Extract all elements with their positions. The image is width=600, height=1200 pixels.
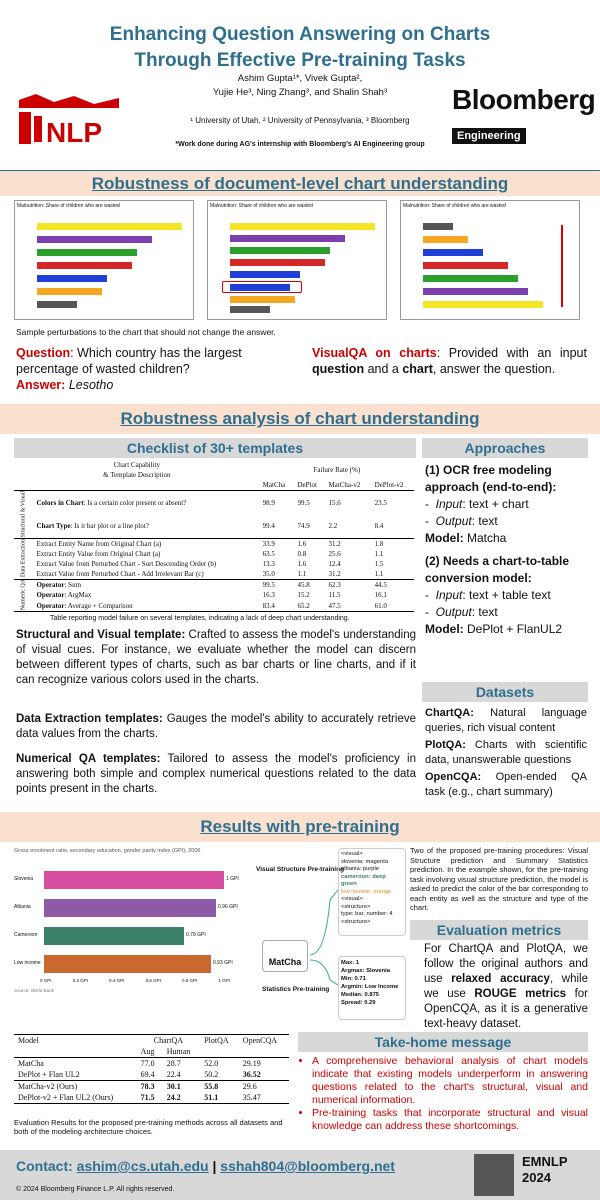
template-desc bbox=[33, 579, 259, 590]
emnlp-year: 2024 bbox=[522, 1170, 551, 1185]
vqa-bold-chart: chart bbox=[402, 362, 433, 376]
results-value: 22.4 bbox=[166, 1070, 181, 1079]
eval-relaxed: relaxed accuracy bbox=[451, 973, 550, 985]
poster-title bbox=[0, 22, 600, 74]
chart3-bar-7 bbox=[423, 301, 543, 308]
approach1-title: (1) OCR free modeling approach (end-to-end): bbox=[425, 463, 557, 494]
chart2-bar-7 bbox=[230, 306, 270, 313]
template-desc-text: : Is it bar plot or a line plot? bbox=[70, 521, 149, 530]
failure-row bbox=[14, 590, 414, 600]
statistics-label: Statistics Pre-training bbox=[262, 986, 330, 993]
chart3-bar-1 bbox=[423, 223, 453, 230]
failure-value: 1.6 bbox=[297, 539, 307, 548]
checklist-table bbox=[14, 460, 416, 612]
gpi-tick-2: 0.4 GPI bbox=[109, 978, 125, 983]
sample-chart2-title: Malnutrition: Share of children who are wasted bbox=[210, 203, 313, 209]
gpi-ticks bbox=[40, 978, 230, 983]
results-model: MatCha-v2 (Ours) bbox=[18, 1082, 78, 1091]
approach1-output: - Output: text bbox=[425, 514, 498, 528]
failure-value: 47.5 bbox=[328, 601, 341, 610]
chart2-bar-6 bbox=[230, 296, 295, 303]
sp-line-1: Argmax: Slovenia bbox=[341, 968, 390, 974]
p3-bold: Numerical QA templates: bbox=[16, 753, 161, 765]
results-table-wrap bbox=[14, 1034, 289, 1104]
results-value: 51.1 bbox=[204, 1093, 219, 1102]
paragraph-structural bbox=[16, 628, 416, 688]
work-note: *Work done during AG's internship with Bloomberg's AI Engineering group bbox=[175, 141, 425, 148]
template-desc-bold: Operator bbox=[36, 580, 65, 589]
takehome-item-1: • A comprehensive behavioral analysis of chart models indicate that existing models underperform in answering questions related to the chart's structural, visual and numerical information. bbox=[312, 1055, 588, 1107]
vs-line-2: albania: purple bbox=[341, 866, 380, 872]
datasets-heading: Datasets bbox=[422, 682, 588, 702]
failure-value: 1.6 bbox=[297, 559, 307, 568]
pretraining-description: Two of the proposed pre-training procedures: Visual Structure prediction and Summary Statistics prediction. In the example shown, for the pre-training task involving visual structure prediction, the model is asked to predict the color of the bar corresponding to each entity as well as the structure and type of the chart. bbox=[410, 846, 588, 912]
chart2-bar-1 bbox=[230, 223, 375, 230]
gpi-cat-2: Cameroon bbox=[14, 932, 38, 938]
chart3-bar-4 bbox=[423, 262, 508, 269]
results-table bbox=[14, 1034, 289, 1104]
results-model: DePlot-v2 + Flan UL2 (Ours) bbox=[18, 1093, 114, 1102]
results-subheader bbox=[14, 1046, 289, 1058]
chart3-bar-6 bbox=[423, 288, 528, 295]
col-matcha: MatCha bbox=[262, 481, 286, 489]
results-value: 52.0 bbox=[204, 1059, 219, 1068]
pretrain-connector-lines bbox=[300, 860, 340, 990]
vqa-bold-question: question bbox=[312, 362, 365, 376]
chart2-bar-2 bbox=[230, 235, 345, 242]
gpi-cat-0: Slovenia bbox=[14, 876, 34, 882]
a2-model-label: Model: bbox=[425, 622, 464, 636]
template-desc-text: : Average + Comparison bbox=[64, 601, 133, 610]
utah-nlp-logo bbox=[14, 90, 124, 150]
engineering-logo: Engineering bbox=[452, 128, 526, 144]
template-desc bbox=[33, 514, 259, 538]
results-value: 24.2 bbox=[166, 1093, 181, 1102]
failure-value: 1.1 bbox=[297, 569, 307, 578]
chart3-bar-3 bbox=[423, 249, 483, 256]
chart1-bars bbox=[15, 221, 193, 313]
a2-input: : text + table text bbox=[462, 588, 551, 602]
approach1-model bbox=[425, 530, 590, 547]
copyright: © 2024 Bloomberg Finance L.P. All rights reserved. bbox=[16, 1186, 175, 1193]
template-desc bbox=[33, 549, 259, 559]
a1-model-label: Model: bbox=[425, 531, 464, 545]
chart2-bars bbox=[208, 221, 386, 313]
eval-rouge: ROUGE metrics bbox=[474, 988, 567, 1000]
rh-plotqa: PlotQA bbox=[204, 1036, 229, 1045]
rh-opencqa: OpenCQA bbox=[242, 1036, 278, 1045]
gpi-tick-1: 0.2 GPI bbox=[72, 978, 88, 983]
p2-bold: Data Extraction templates: bbox=[16, 713, 163, 725]
gpi-tick-4: 0.8 GPI bbox=[182, 978, 198, 983]
template-desc bbox=[33, 600, 259, 611]
emnlp-text: EMNLP bbox=[522, 1154, 568, 1169]
email-shalin[interactable]: sshah804@bloomberg.net bbox=[220, 1158, 395, 1174]
failure-value: 31.2 bbox=[328, 539, 341, 548]
vqa-label: VisualQA on charts bbox=[312, 346, 437, 360]
authors-line-1: Ashim Gupta¹*, Vivek Gupta², bbox=[237, 73, 363, 84]
chart1-bar-fiji bbox=[37, 275, 107, 282]
results-value: 30.1 bbox=[166, 1082, 181, 1091]
chart3-bars bbox=[401, 221, 579, 313]
a2-output-label: Output bbox=[435, 605, 472, 619]
failure-value: 45.8 bbox=[297, 580, 310, 589]
visual-structure-label: Visual Structure Pre-training bbox=[256, 866, 345, 873]
col-deplot: DePlot bbox=[297, 481, 317, 489]
approach1-input: - Input: text + chart bbox=[425, 497, 529, 511]
template-desc-text: Extract Entity Name from Original Chart (a) bbox=[36, 539, 162, 548]
template-desc-text: Extract Entity Value from Original Chart (a) bbox=[36, 549, 161, 558]
sample-chart-original bbox=[14, 200, 194, 320]
gpi-bar-low-income bbox=[44, 955, 211, 973]
failure-row bbox=[14, 559, 414, 569]
approach2-input: - Input: text + table text bbox=[425, 588, 551, 602]
sp-line-2: Min: 0.71 bbox=[341, 976, 366, 982]
email-ashim[interactable]: ashim@cs.utah.edu bbox=[76, 1158, 209, 1174]
table-col-row bbox=[14, 480, 414, 491]
chart2-bar-4 bbox=[230, 259, 325, 266]
chart1-bar-kenya bbox=[37, 288, 102, 295]
sample-chart-perturbed-sorted bbox=[400, 200, 580, 320]
vqa-text-1: : Provided with an input bbox=[436, 346, 587, 360]
gpi-val-2: 0.78 GPI bbox=[186, 932, 206, 938]
failure-value: 16.1 bbox=[374, 591, 387, 600]
approaches-heading: Approaches bbox=[422, 438, 588, 458]
group-label: Structural & Visual bbox=[20, 491, 27, 538]
vs-line-5: <visual> bbox=[341, 896, 363, 902]
sample-caption: Sample perturbations to the chart that should not change the answer. bbox=[16, 327, 276, 337]
rh-aug: Aug bbox=[140, 1047, 155, 1056]
vs-line-7: type: bar, number: 4 bbox=[341, 911, 393, 917]
chart2-bar-5 bbox=[230, 271, 300, 278]
results-value: 50.2 bbox=[204, 1070, 219, 1079]
failure-row bbox=[14, 549, 414, 559]
visual-structure-box bbox=[338, 848, 406, 936]
template-desc bbox=[33, 538, 259, 549]
failure-value: 63.5 bbox=[262, 549, 275, 558]
question-label: Question bbox=[16, 346, 71, 360]
gpi-cat-1: Albania bbox=[14, 904, 31, 910]
a1-output-label: Output bbox=[435, 514, 472, 528]
failure-row bbox=[14, 538, 414, 549]
gpi-val-1: 0.96 GPI bbox=[218, 904, 238, 910]
hdr-capability bbox=[14, 460, 260, 480]
dataset-plotqa bbox=[425, 738, 587, 767]
statistics-box bbox=[338, 956, 406, 1020]
eval-text-1: For ChartQA and PlotQA, we follow the original authors and use bbox=[424, 943, 588, 985]
question-block bbox=[16, 345, 306, 393]
footer bbox=[0, 1150, 600, 1200]
rh-human: Human bbox=[166, 1047, 191, 1056]
contact-label: Contact: bbox=[16, 1158, 73, 1174]
table-caption: Table reporting model failure on several templates, indicating a lack of deep chart understanding. bbox=[50, 615, 350, 622]
sample-chart-title: Malnutrition: Share of children who are wasted bbox=[17, 203, 120, 209]
failure-value: 1.8 bbox=[374, 539, 384, 548]
results-value: 36.52 bbox=[242, 1070, 261, 1079]
template-desc bbox=[33, 590, 259, 600]
approach2-model bbox=[425, 621, 590, 638]
opencqa-desc: Open-ended QA task (e.g., chart summary) bbox=[425, 771, 587, 798]
chart2-bar-added bbox=[230, 284, 290, 291]
failure-value: 1.1 bbox=[374, 569, 384, 578]
failure-value: 99.4 bbox=[262, 521, 275, 530]
group-label: Numeric QA bbox=[20, 579, 27, 611]
takehome-list bbox=[300, 1055, 588, 1133]
chart3-bar-2 bbox=[423, 236, 468, 243]
failure-value: 65.2 bbox=[297, 601, 310, 610]
qr-code-icon bbox=[474, 1154, 514, 1196]
failure-value: 31.2 bbox=[328, 569, 341, 578]
sample-chart-perturbed-irrelevant bbox=[207, 200, 387, 320]
chart3-bar-5 bbox=[423, 275, 518, 282]
hdr-failure: Failure Rate (%) bbox=[313, 466, 361, 474]
results-value: 71.5 bbox=[140, 1093, 155, 1102]
authors-line-2: Yujie He³, Ning Zhang³, and Shalin Shah³ bbox=[212, 87, 388, 98]
gpi-source: Source: World Bank bbox=[14, 988, 54, 993]
failure-value: 99.5 bbox=[297, 498, 310, 507]
results-header bbox=[14, 1035, 289, 1047]
results-value: 29.6 bbox=[242, 1082, 257, 1091]
plotqa-desc: Charts with scientific data, unanswerable questions bbox=[425, 739, 587, 766]
gpi-val-3: 0.93 GPI bbox=[213, 960, 233, 966]
template-desc-bold: Chart Type bbox=[36, 521, 71, 530]
vs-line-1 bbox=[341, 859, 403, 867]
vs-line-4: low income: orange bbox=[341, 888, 392, 895]
gpi-chart bbox=[14, 848, 244, 1028]
chart1-bar-nigeria bbox=[37, 236, 152, 243]
vqa-text-2: and a bbox=[364, 362, 403, 376]
results-value: 69.4 bbox=[140, 1070, 155, 1079]
failure-value: 62.3 bbox=[328, 580, 341, 589]
template-desc-text: Extract Value from Perturbed Chart - Sort Descending Order (b) bbox=[36, 559, 217, 568]
contact-line bbox=[16, 1158, 395, 1174]
template-desc-text: : Sum bbox=[64, 580, 82, 589]
paragraph-extraction bbox=[16, 712, 416, 742]
results-value: 55.8 bbox=[204, 1082, 219, 1091]
eval-text-2: , while we use bbox=[424, 973, 588, 1000]
gpi-cat-3: Low income bbox=[14, 960, 41, 966]
takehome-item-2: • Pre-training tasks that incorporate structural and visual knowledge can address these shortcomings. bbox=[312, 1107, 588, 1133]
gpi-val-0: 1 GPI bbox=[226, 876, 239, 882]
template-desc-bold: Colors in Chart bbox=[36, 498, 84, 507]
failure-row bbox=[14, 579, 414, 590]
vs-line-8: <structure> bbox=[341, 918, 371, 925]
a2-model: DePlot + FlanUL2 bbox=[463, 622, 563, 636]
contact-sep: | bbox=[212, 1158, 217, 1174]
approach2-title: (2) Needs a chart-to-table conversion model: bbox=[425, 554, 570, 585]
sp-line-0: Max: 1 bbox=[341, 960, 360, 966]
gpi-bar-albania bbox=[44, 899, 216, 917]
chart2-bar-3 bbox=[230, 247, 330, 254]
a1-input-label: Input bbox=[435, 497, 463, 511]
results-row bbox=[14, 1069, 289, 1081]
failure-table bbox=[14, 460, 414, 612]
results-model: DePlot + Flan UL2 bbox=[18, 1070, 80, 1079]
vs-line-0: <visual> bbox=[341, 851, 363, 857]
rh-chartqa: ChartQA bbox=[153, 1036, 184, 1045]
results-value: 77.0 bbox=[140, 1059, 155, 1068]
failure-value: 44.5 bbox=[374, 580, 387, 589]
failure-value: 15.6 bbox=[328, 498, 341, 507]
vqa-text-3: , answer the question. bbox=[432, 362, 556, 376]
sort-arrow bbox=[561, 225, 563, 307]
vs-slovenia: slovenia: magenta bbox=[341, 858, 389, 865]
question-text: : Which country has the largest percentage of wasted children? bbox=[16, 346, 242, 376]
failure-value: 0.8 bbox=[297, 549, 307, 558]
gpi-tick-3: 0.6 GPI bbox=[145, 978, 161, 983]
results-row bbox=[14, 1081, 289, 1093]
failure-value: 98.9 bbox=[262, 498, 275, 507]
p2-text: Gauges the model's ability to accurately retrieve data values from the charts. bbox=[16, 713, 416, 740]
results-model: MatCha bbox=[18, 1059, 44, 1068]
p1-text: Crafted to assess the model's understanding of visual cues. For instance, we evaluate whether the model can discern between different types of charts, such as bar charts or line charts, and if it can recognize various colors used in the charts. bbox=[16, 629, 416, 686]
gpi-tick-0: 0 GPI bbox=[40, 978, 52, 983]
section-results: Results with pre-training bbox=[0, 812, 600, 842]
matcha-label: MatCha bbox=[268, 957, 302, 967]
gpi-bar-slovenia bbox=[44, 871, 224, 889]
authors bbox=[150, 72, 450, 100]
failure-value: 11.5 bbox=[328, 591, 341, 600]
eval-text-3: for OpenCQA, as it is a generative text-heavy dataset. bbox=[424, 988, 588, 1030]
approach2-output: - Output: text bbox=[425, 605, 498, 619]
failure-value: 33.9 bbox=[262, 539, 275, 548]
gpi-tick-5: 1 GPI bbox=[218, 978, 230, 983]
failure-value: 15.2 bbox=[297, 591, 310, 600]
failure-value: 16.3 bbox=[262, 591, 275, 600]
affiliations: ¹ University of Utah, ² University of Pennsylvania, ³ Bloomberg bbox=[190, 116, 410, 125]
results-caption: Evaluation Results for the proposed pre-training methods across all datasets and both of the modeling architecture choices. bbox=[14, 1118, 283, 1136]
dataset-chartqa bbox=[425, 706, 587, 735]
title-line-1: Enhancing Question Answering on Charts bbox=[109, 24, 491, 45]
plotqa-label: PlotQA: bbox=[425, 739, 466, 751]
results-row bbox=[14, 1058, 289, 1070]
chart1-bar-venezuela bbox=[37, 301, 77, 308]
gpi-bar-cameroon bbox=[44, 927, 184, 945]
failure-value: 8.4 bbox=[374, 521, 384, 530]
failure-value: 61.0 bbox=[374, 601, 387, 610]
col-deplot-v2: DePlot-v2 bbox=[374, 481, 404, 489]
results-value: 28.7 bbox=[166, 1059, 181, 1068]
paragraph-numerical bbox=[16, 752, 416, 797]
failure-value: 35.0 bbox=[262, 569, 275, 578]
a1-output: : text bbox=[471, 514, 498, 528]
chart1-bar-srilanka bbox=[37, 249, 137, 256]
results-row bbox=[14, 1092, 289, 1104]
section-robustness-document: Robustness of document-level chart understanding bbox=[0, 170, 600, 196]
a2-input-label: Input bbox=[435, 588, 463, 602]
takehome-heading: Take-home message bbox=[298, 1032, 588, 1052]
hdr-cap-2: & Template Description bbox=[103, 471, 171, 479]
nlp-logo-text: NLP bbox=[46, 117, 102, 148]
failure-value: 99.5 bbox=[262, 580, 275, 589]
failure-value: 13.3 bbox=[262, 559, 275, 568]
failure-row bbox=[14, 491, 414, 515]
template-desc bbox=[33, 569, 259, 580]
failure-value: 83.4 bbox=[262, 601, 275, 610]
sample-chart3-title: Malnutrition: Share of children who are wasted bbox=[403, 203, 506, 209]
failure-value: 12.4 bbox=[328, 559, 341, 568]
failure-value: 2.2 bbox=[328, 521, 338, 530]
bloomberg-logo: Bloomberg bbox=[452, 84, 596, 115]
visualqa-block bbox=[312, 345, 587, 377]
checklist-heading: Checklist of 30+ templates bbox=[14, 438, 416, 458]
template-desc-text: : Is a certain color present or absent? bbox=[83, 498, 187, 507]
gpi-chart-title: Gross enrolment ratio, secondary education, gender parity index (GPI), 2006 bbox=[14, 848, 201, 854]
template-desc-bold: Operator bbox=[36, 591, 65, 600]
results-value: 78.3 bbox=[140, 1082, 155, 1091]
failure-value: 74.9 bbox=[297, 521, 310, 530]
template-desc bbox=[33, 559, 259, 569]
rh-model: Model bbox=[18, 1036, 39, 1045]
a1-model: Matcha bbox=[463, 531, 507, 545]
template-desc-bold: Operator bbox=[36, 601, 65, 610]
sp-line-4: Median: 0.875 bbox=[341, 992, 380, 998]
template-desc-text: : ArgMax bbox=[64, 591, 92, 600]
chartqa-label: ChartQA: bbox=[425, 707, 474, 719]
datasets-body bbox=[425, 706, 587, 799]
a2-output: : text bbox=[471, 605, 498, 619]
failure-value: 23.5 bbox=[374, 498, 387, 507]
failure-row bbox=[14, 514, 414, 538]
section-robustness-analysis: Robustness analysis of chart understanding bbox=[0, 404, 600, 434]
failure-value: 1.5 bbox=[374, 559, 384, 568]
vs-line-6: <structure> bbox=[341, 903, 371, 910]
a1-input: : text + chart bbox=[462, 497, 529, 511]
hdr-cap-1: Chart Capability bbox=[113, 461, 161, 469]
failure-row bbox=[14, 600, 414, 611]
sp-line-3: Argmin: Low Income bbox=[341, 984, 399, 990]
col-matcha-v2: MatCha-v2 bbox=[328, 481, 361, 489]
opencqa-label: OpenCQA: bbox=[425, 771, 482, 783]
template-desc bbox=[33, 491, 259, 515]
template-desc-text: Extract Value from Perturbed Chart - Add Irrelevant Bar (c) bbox=[36, 569, 204, 578]
group-label: Data Extraction bbox=[20, 539, 27, 578]
vs-line-3: cameroon: deep green bbox=[341, 873, 386, 887]
answer-label: Answer: bbox=[16, 378, 66, 392]
p1-bold: Structural and Visual template: bbox=[16, 629, 186, 641]
p3-text: Tailored to assess the model's proficiency in answering both simple and complex numerical questions related to the data points present in the charts. bbox=[16, 753, 416, 795]
answer-text: Lesotho bbox=[68, 378, 114, 392]
sp-line-5: Spread: 0.29 bbox=[341, 1000, 376, 1006]
results-value: 29.19 bbox=[242, 1059, 261, 1068]
eval-body bbox=[424, 942, 588, 1032]
title-line-2: Through Effective Pre-training Tasks bbox=[134, 50, 466, 71]
failure-value: 1.1 bbox=[374, 549, 384, 558]
failure-row bbox=[14, 569, 414, 580]
approaches-body bbox=[425, 462, 590, 638]
chart1-bar-lesotho bbox=[37, 223, 182, 230]
table-header-row bbox=[14, 460, 414, 480]
dataset-opencqa bbox=[425, 770, 587, 799]
eval-heading: Evaluation metrics bbox=[410, 920, 588, 940]
chartqa-desc: Natural language queries, rich visual content bbox=[425, 707, 587, 734]
results-value: 35.47 bbox=[242, 1093, 261, 1102]
failure-value: 25.6 bbox=[328, 549, 341, 558]
emnlp-logo bbox=[522, 1154, 568, 1186]
chart1-bar-bangladesh bbox=[37, 262, 132, 269]
